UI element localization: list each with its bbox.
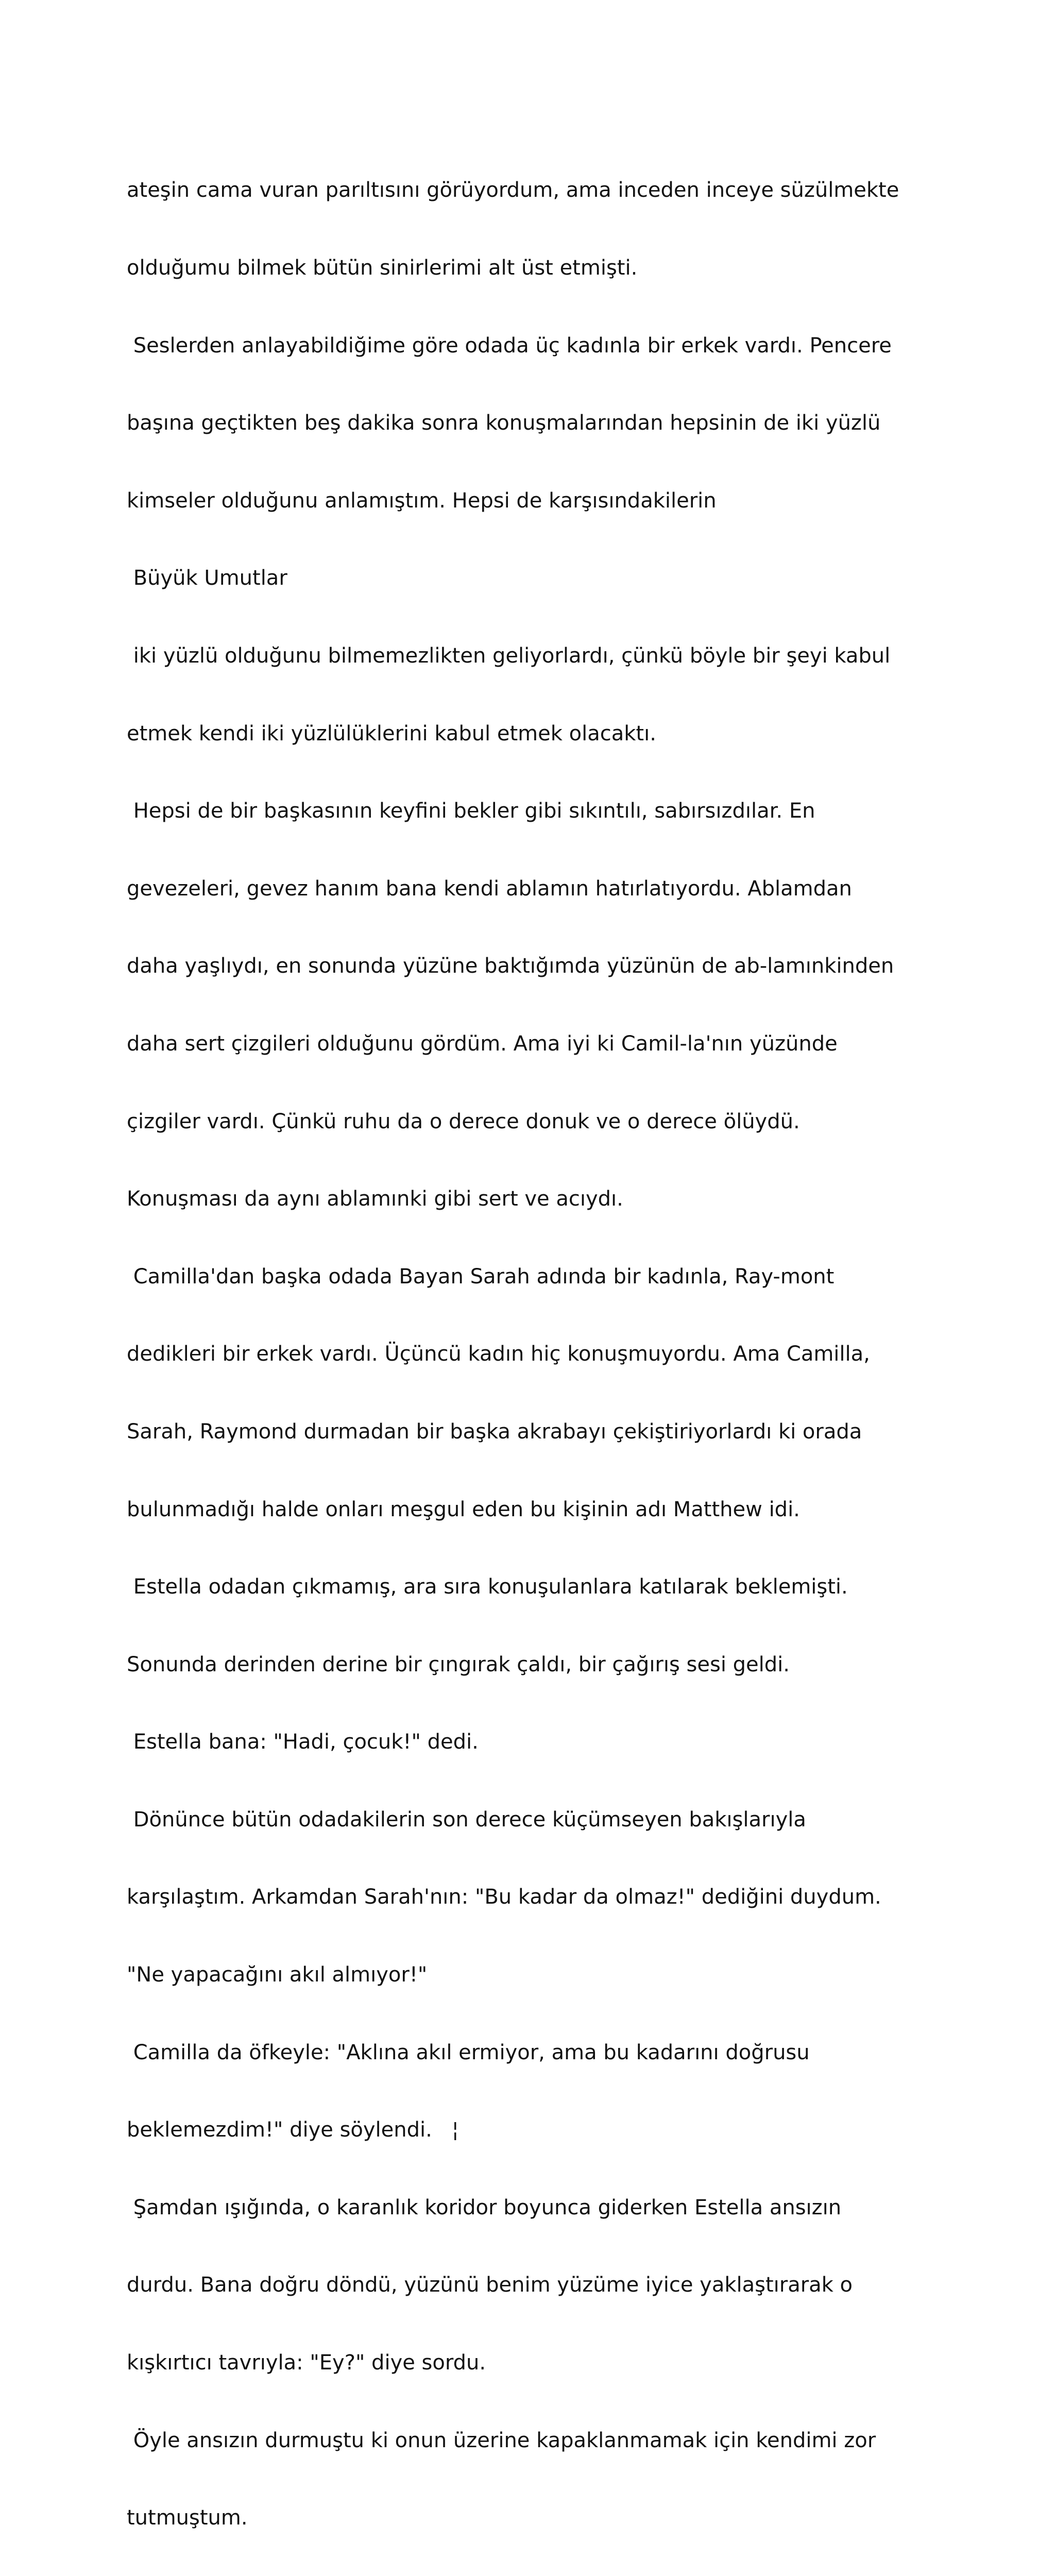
text-line: daha yaşlıydı, en sonunda yüzüne baktığımda yüzünün de ab-lamınkinden	[127, 954, 894, 978]
text-line: gevezeleri, gevez hanım bana kendi ablamın hatırlatıyordu. Ablamdan	[127, 876, 852, 901]
text-line: iki yüzlü olduğunu bilmemezlikten geliyorlardı, çünkü böyle bir şeyi kabul	[127, 643, 891, 668]
text-line: beklemezdim!" diye söylendi. ¦	[127, 2118, 459, 2142]
text-line: başına geçtikten beş dakika sonra konuşmalarından hepsinin de iki yüzlü	[127, 411, 881, 435]
text-line: ateşin cama vuran parıltısını görüyordum, ama inceden inceye süzülmekte	[127, 178, 899, 202]
document-page	[127, 126, 941, 2576]
text-line: Sonunda derinden derine bir çıngırak çaldı, bir çağırış sesi geldi.	[127, 1652, 790, 1676]
text-line: durdu. Bana doğru döndü, yüzünü benim yüzüme iyice yaklaştırarak o	[127, 2273, 853, 2297]
text-line: tutmuştum.	[127, 2506, 248, 2530]
text-line: çizgiler vardı. Çünkü ruhu da o derece donuk ve o derece ölüydü.	[127, 1109, 800, 1133]
text-line: olduğumu bilmek bütün sinirlerimi alt üst etmişti.	[127, 256, 638, 280]
text-line: daha sert çizgileri olduğunu gördüm. Ama iyi ki Camil-la'nın yüzünde	[127, 1031, 838, 1056]
text-line: kimseler olduğunu anlamıştım. Hepsi de karşısındakilerin	[127, 488, 717, 513]
text-line: Konuşması da aynı ablamınki gibi sert ve acıydı.	[127, 1187, 623, 1211]
text-line: Dönünce bütün odadakilerin son derece küçümseyen bakışlarıyla	[127, 1807, 806, 1832]
text-line: Camilla'dan başka odada Bayan Sarah adında bir kadınla, Ray-mont	[127, 1264, 835, 1289]
text-line: Estella odadan çıkmamış, ara sıra konuşulanlara katılarak beklemişti.	[127, 1575, 848, 1599]
text-line: Estella bana: "Hadi, çocuk!" dedi.	[127, 1730, 479, 1754]
text-line: karşılaştım. Arkamdan Sarah'nın: "Bu kadar da olmaz!" dediğini duydum.	[127, 1885, 881, 1909]
running-header: Büyük Umutlar	[127, 566, 287, 590]
text-line: dedikleri bir erkek vardı. Üçüncü kadın hiç konuşmuyordu. Ama Camilla,	[127, 1342, 870, 1366]
text-line: bulunmadığı halde onları meşgul eden bu kişinin adı Matthew idi.	[127, 1497, 800, 1521]
text-line: Öyle ansızın durmuştu ki onun üzerine kapaklanmamak için kendimi zor	[127, 2428, 876, 2452]
text-line: kışkırtıcı tavrıyla: "Ey?" diye sordu.	[127, 2351, 486, 2375]
text-line: Hepsi de bir başkasının keyfini bekler gibi sıkıntılı, sabırsızdılar. En	[127, 799, 815, 823]
text-line: Şamdan ışığında, o karanlık koridor boyunca giderken Estella ansızın	[127, 2195, 842, 2219]
text-line: Sarah, Raymond durmadan bir başka akrabayı çekiştiriyorlardı ki orada	[127, 1419, 862, 1444]
text-line: etmek kendi iki yüzlülüklerini kabul etmek olacaktı.	[127, 721, 656, 745]
text-line: Camilla da öfkeyle: "Aklına akıl ermiyor, ama bu kadarını doğrusu	[127, 2040, 810, 2064]
text-line: "Ne yapacağını akıl almıyor!"	[127, 1963, 428, 1987]
text-line: Seslerden anlayabildiğime göre odada üç kadınla bir erkek vardı. Pencere	[127, 333, 892, 358]
